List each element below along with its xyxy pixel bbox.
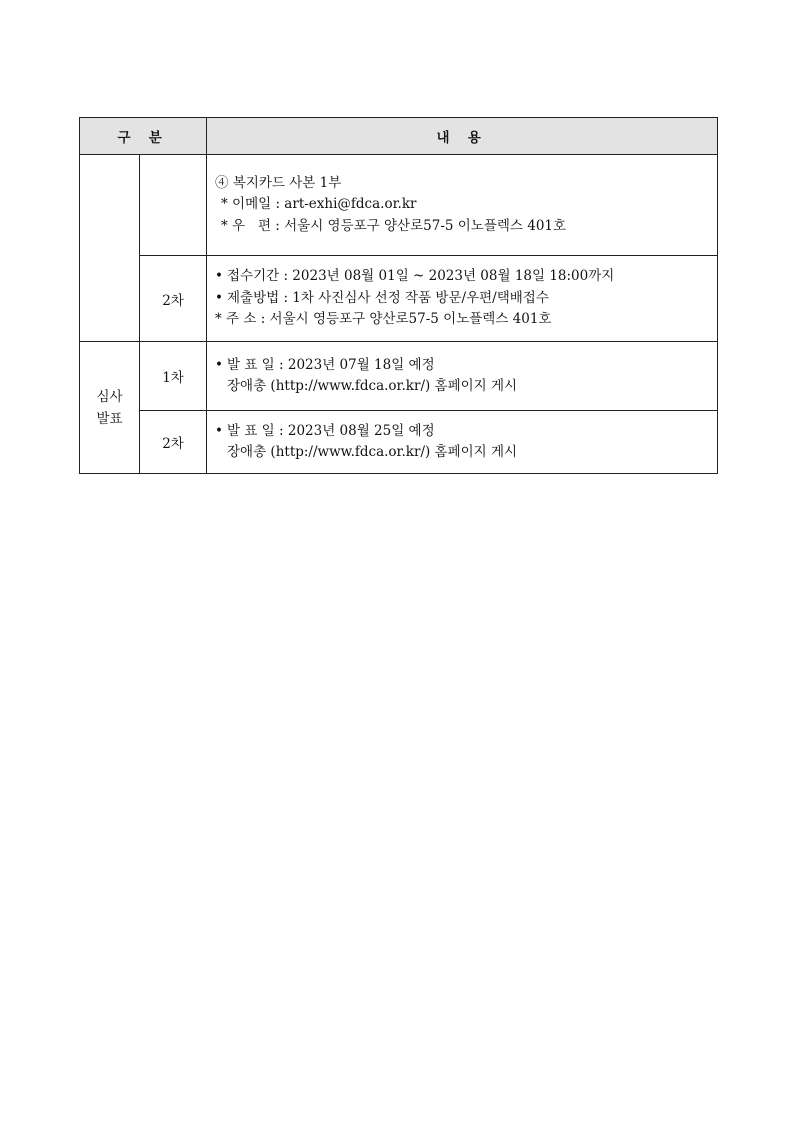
bullet-icon: •: [215, 356, 223, 373]
sub-cell: 2차: [140, 411, 207, 474]
content-cell: [207, 342, 718, 411]
bullet-line: [215, 266, 709, 288]
content-line: 발 표 일 : 2023년 07월 18일 예정: [227, 356, 435, 373]
bullet-icon: •: [215, 289, 223, 306]
sub-cell-empty: [140, 155, 207, 256]
info-table: [79, 117, 718, 474]
bullet-line: [215, 355, 709, 377]
content-line: 접수기간 : 2023년 08월 01일 ~ 2023년 08월 18일 18:00까지: [227, 268, 615, 285]
category-label-line1: 심사: [96, 388, 123, 405]
content-line: ④ 복지카드 사본 1부: [215, 174, 342, 191]
header-group: 구 분: [80, 118, 207, 155]
content-line: 장애총 (http://www.fdca.or.kr/) 홈페이지 게시: [227, 378, 518, 394]
content-line: * 이메일 : art-exhi@fdca.or.kr: [221, 196, 417, 213]
content-cell: [207, 256, 718, 342]
bullet-icon: •: [215, 422, 223, 439]
category-label-line2: 발표: [96, 410, 123, 427]
sub-cell: 1차: [140, 342, 207, 411]
content-cell: [207, 155, 718, 256]
content-line: 장애총 (http://www.fdca.or.kr/) 홈페이지 게시: [227, 444, 518, 460]
bullet-icon: •: [215, 268, 223, 285]
category-cell: [80, 342, 140, 474]
bullet-line: [215, 288, 709, 310]
bullet-line: [215, 421, 709, 443]
content-line: * 우 편 : 서울시 영등포구 양산로57-5 이노플렉스 401호: [221, 217, 567, 234]
table-row: [80, 342, 718, 411]
content-line: 제출방법 : 1차 사진심사 선정 작품 방문/우편/택배접수: [227, 289, 549, 306]
content-line: 발 표 일 : 2023년 08월 25일 예정: [227, 422, 435, 439]
content-cell: [207, 411, 718, 474]
header-content: 내 용: [207, 118, 718, 155]
table-header-row: [80, 118, 718, 155]
table-row: [80, 155, 718, 256]
category-cell-empty: [80, 155, 140, 342]
table-row: [80, 411, 718, 474]
content-line: * 주 소 : 서울시 영등포구 양산로57-5 이노플렉스 401호: [215, 311, 552, 328]
table-row: [80, 256, 718, 342]
sub-cell: 2차: [140, 256, 207, 342]
